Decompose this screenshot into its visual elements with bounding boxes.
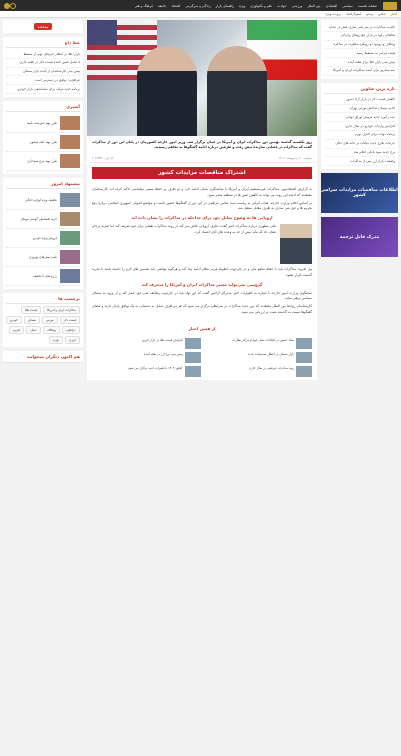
- list-item[interactable]: برنامه جدید دولت برای ساماندهی بازار خودرو: [6, 85, 80, 94]
- nav-item[interactable]: ویژه: [239, 3, 246, 8]
- shop-title: پیشنهاد امروز: [6, 181, 80, 189]
- related-item[interactable]: افزایش قیمت طلا در بازار امروز: [92, 338, 201, 349]
- list-item[interactable]: بازار طلا در انتظار خبرهای مهم از مسقط: [6, 50, 80, 59]
- main-nav: [20, 4, 377, 8]
- bottom-section-title: هم اکنون دیگران میخوانند: [3, 351, 83, 363]
- shop-item[interactable]: خرید اقساطی گوشی موبایل: [6, 210, 80, 229]
- paragraph: به گزارش اقتصادنیوز، مذاکرات غیرمستقیم ایران و آمریکا با میانجیگری عمان ادامه دارد و دو طرف بر حفظ مسیر دیپلماسی تاکید کرده اند. کارشناسان معتقدند که ادامه این روند می تواند به کاهش تنش ها در منطقه منجر شود.: [92, 187, 312, 197]
- article-body: [87, 183, 317, 321]
- latest-title: تازه ترین عناوین: [324, 86, 395, 94]
- related-title: از همین اخبار: [188, 325, 216, 331]
- nav-item[interactable]: صفحه نخست: [357, 3, 377, 8]
- shop-item[interactable]: فروش ویژه خودرو: [6, 229, 80, 248]
- shop-item[interactable]: رزرو هتل با تخفیف: [6, 267, 80, 286]
- list-item[interactable]: پیش بینی بازار طلا برای هفته آینده: [324, 58, 395, 67]
- related-item[interactable]: روند صادرات غیرنفتی در سال جاری: [204, 366, 313, 377]
- food-item[interactable]: طرز تهیه کیک شیفون: [6, 133, 80, 152]
- tag[interactable]: قیمت طلا: [21, 306, 41, 314]
- paragraph: کارشناسان روابط بین الملل معتقدند که دور جدید مذاکرات در شرایطی برگزار می شود که هر دو طرف تمایل به دستیابی به یک توافق پایدار دارند و فضای گفتگوها نسبت به گذشته مثبت تر ارزیابی می شود.: [92, 304, 312, 314]
- nav-item[interactable]: فرهنگ و هنر: [135, 3, 153, 8]
- paragraph: علی مطهری درباره مذاکرات اخیر گفت: طرف اروپایی تلاش می کند در روند مذاکرات نقشی برای خود تعریف کند اما تجربه برجام نشان داد که نباید بیش از حد به وعده های آنان اعتماد کرد.: [92, 224, 276, 234]
- tag[interactable]: مسکن: [24, 316, 40, 324]
- tags-title: برچسب ها: [6, 296, 80, 304]
- article-meta: [87, 154, 317, 163]
- top-navbar: [0, 0, 401, 11]
- list-item[interactable]: تکذیب مذاکرات بر سر غنی سازی صفر در عمان: [324, 23, 395, 32]
- list-item[interactable]: افزایش واردات خودرو در سال جاری: [324, 122, 395, 131]
- list-item[interactable]: هیئت ایرانی به مسقط رسید: [324, 49, 395, 58]
- tag[interactable]: انرژی: [65, 336, 80, 344]
- food-box: [3, 101, 83, 174]
- paragraph: سخنگوی وزارت امور خارجه با اشاره به اظهارات اخیر مدیرکل آژانس گفت که این نهاد باید در چارچوب وظایف فنی خود عمل کند و از ورود به مسائل سیاسی پرهیز نماید.: [92, 291, 312, 301]
- person-figure: [207, 46, 267, 136]
- left-sidebar: [3, 20, 83, 365]
- list-item[interactable]: سه سناریو برای آینده مذاکرات ایران و آمریکا: [324, 67, 395, 76]
- article-date: دوشنبه ۲۰ اردیبهشت ۱۴۰۴: [278, 156, 312, 161]
- ad-box: [3, 20, 83, 33]
- tag[interactable]: عمان: [26, 326, 41, 334]
- article-lead: روز یکشنبه گذشته نهمین دور مذاکرات ایران و آمریکا در عمان برگزار شد. وزیر امور خارجه کشورمان در پایان این دور از مذاکرات گفت که مذاکرات در فضایی سازنده پیش رفت و طرفین درباره ادامه گفتگوها به تفاهم رسیدند.: [92, 140, 312, 150]
- tags-box: [3, 293, 83, 347]
- tag[interactable]: بورس: [42, 316, 58, 324]
- ad-banner-translation[interactable]: مدرک قابل ترجمه: [321, 217, 398, 257]
- person-figure: [137, 46, 197, 136]
- paragraph: وی افزود: مذاکرات باید با حفظ منافع ملی و در چارچوب خطوط قرمز نظام ادامه پیدا کند و هرگونه توافقی باید تضمین های لازم را داشته باشد تا تجربه گذشته تکرار نشود.: [92, 267, 312, 277]
- tag[interactable]: ویتکاف: [43, 326, 60, 334]
- shop-item[interactable]: تخفیف ویژه لوازم خانگی: [6, 191, 80, 210]
- list-item[interactable]: ۵ عامل تعیین کننده قیمت دلار در هفته جاری: [6, 59, 80, 68]
- top-news-box: [321, 20, 398, 79]
- subnav-item[interactable]: پرونده ویژه: [325, 12, 341, 16]
- nav-item[interactable]: اقتصادی: [325, 3, 338, 8]
- person-photo: [280, 224, 312, 264]
- tag[interactable]: تحریم: [9, 326, 24, 334]
- list-item[interactable]: ثبت رکورد جدید فروش اوراق دولتی: [324, 113, 395, 122]
- shop-item[interactable]: بلیت سفرهای نوروزی: [6, 248, 80, 267]
- subheading: اروپایی ها به وضوح تمایل خود برای مداخله در مذاکرات را نشان داده اند: [131, 215, 273, 221]
- subheading: گروسی نمی‌تواند مسیر مذاکرات ایران و آمریکا را منحرف کند: [141, 281, 263, 287]
- list-item[interactable]: پیش بینی کارشناسان از آینده بازار مسکن: [6, 68, 80, 77]
- ad-banner-tenders[interactable]: اطلاعات مناقصات مزایدات سراسر کشور: [321, 173, 398, 213]
- nav-item[interactable]: بین الملل: [307, 3, 321, 8]
- tag[interactable]: تورم: [49, 336, 63, 344]
- nav-item[interactable]: جامعه: [157, 3, 167, 8]
- shop-box: [3, 178, 83, 289]
- nav-item[interactable]: اقتصاد: [171, 3, 181, 8]
- nav-item[interactable]: زندگی و سرگرمی: [185, 3, 211, 8]
- nav-item[interactable]: علم و تکنولوژی: [250, 3, 273, 8]
- food-item[interactable]: طرز تهیه مرغ سوخاری: [6, 152, 80, 171]
- nav-item[interactable]: ورزشی: [291, 3, 303, 8]
- hot-news-box: [3, 37, 83, 97]
- list-item[interactable]: تقاضای رکود در بازار خودروهای وارداتی: [324, 32, 395, 41]
- list-item[interactable]: ویتکاف و روبیو؛ دو رویکرد متفاوت در مذاکره: [324, 41, 395, 50]
- food-item[interactable]: طرز تهیه خورشت بامیه: [6, 114, 80, 133]
- tag[interactable]: قیمت دلار: [60, 316, 80, 324]
- food-title: آشپزی: [6, 104, 80, 112]
- nav-item[interactable]: سیاسی: [342, 3, 353, 8]
- tag[interactable]: مذاکرات ایران و آمریکا: [43, 306, 80, 314]
- hot-news-title: خط داغ: [6, 40, 80, 48]
- right-sidebar: [321, 20, 398, 261]
- paragraph: بر اساس اعلام وزارت خارجه، هیات ایرانی به ریاست سید عباس عراقچی در این دور از گفتگوها حضور داشت و مواضع اصولی جمهوری اسلامی درباره رفع تحریم ها و حق غنی سازی به طرف مقابل منتقل شد.: [92, 200, 312, 211]
- list-item[interactable]: کاهش قیمت دلار در بازار آزاد امروز: [324, 96, 395, 105]
- sub-navbar: [0, 11, 401, 18]
- hero-image: [87, 20, 317, 136]
- nav-item[interactable]: حوادث: [277, 3, 287, 8]
- subnav-item[interactable]: عکس: [377, 12, 386, 16]
- subnav-item[interactable]: اینفوگرافیک: [345, 12, 362, 16]
- related-item[interactable]: پیش بینی نرخ ارز در هفته آینده: [92, 352, 201, 363]
- user-icon[interactable]: [4, 3, 10, 9]
- ad-button[interactable]: مشاهده: [34, 23, 53, 30]
- list-item[interactable]: عراقچی: توافق در دسترس است: [6, 76, 80, 85]
- related-item[interactable]: ستاد حضور در انتخابات نسل چهارم مراکز نظارت: [204, 338, 313, 349]
- subnav-item[interactable]: ویدئو: [366, 12, 373, 16]
- tag[interactable]: عراقچی: [62, 326, 80, 334]
- article-code: کد خبر: ۲۰۴۵۳۸۱: [92, 156, 114, 161]
- search-icon[interactable]: [10, 3, 16, 9]
- list-item[interactable]: وضعیت بازار ارز پس از مذاکرات: [324, 157, 395, 166]
- list-item[interactable]: برنامه دولت برای کنترل تورم: [324, 131, 395, 140]
- inset-block: [92, 224, 312, 264]
- tenders-banner[interactable]: اشتراک مناقصات مزایدات کشور: [92, 167, 312, 179]
- latest-box: [321, 83, 398, 169]
- nav-item[interactable]: راهنمای بازار: [215, 3, 235, 8]
- subnav-item[interactable]: اخبار: [390, 12, 397, 16]
- main-article: [87, 20, 317, 380]
- site-logo[interactable]: [383, 2, 397, 10]
- list-item[interactable]: نرخ جدید سود بانکی اعلام شد: [324, 149, 395, 158]
- list-item[interactable]: جزئیات طرح جدید مالیات بر خانه های خالی: [324, 140, 395, 149]
- related-item[interactable]: بازار مسکن در انتظار تصمیمات جدید: [204, 352, 313, 363]
- tag[interactable]: خودرو: [6, 316, 22, 324]
- related-item[interactable]: کنکور ۱۴۰۴ با تغییرات جدید برگزار می شود: [92, 366, 201, 377]
- list-item[interactable]: ادامه نوسان شاخص بورس تهران: [324, 105, 395, 114]
- related-news: [87, 335, 317, 380]
